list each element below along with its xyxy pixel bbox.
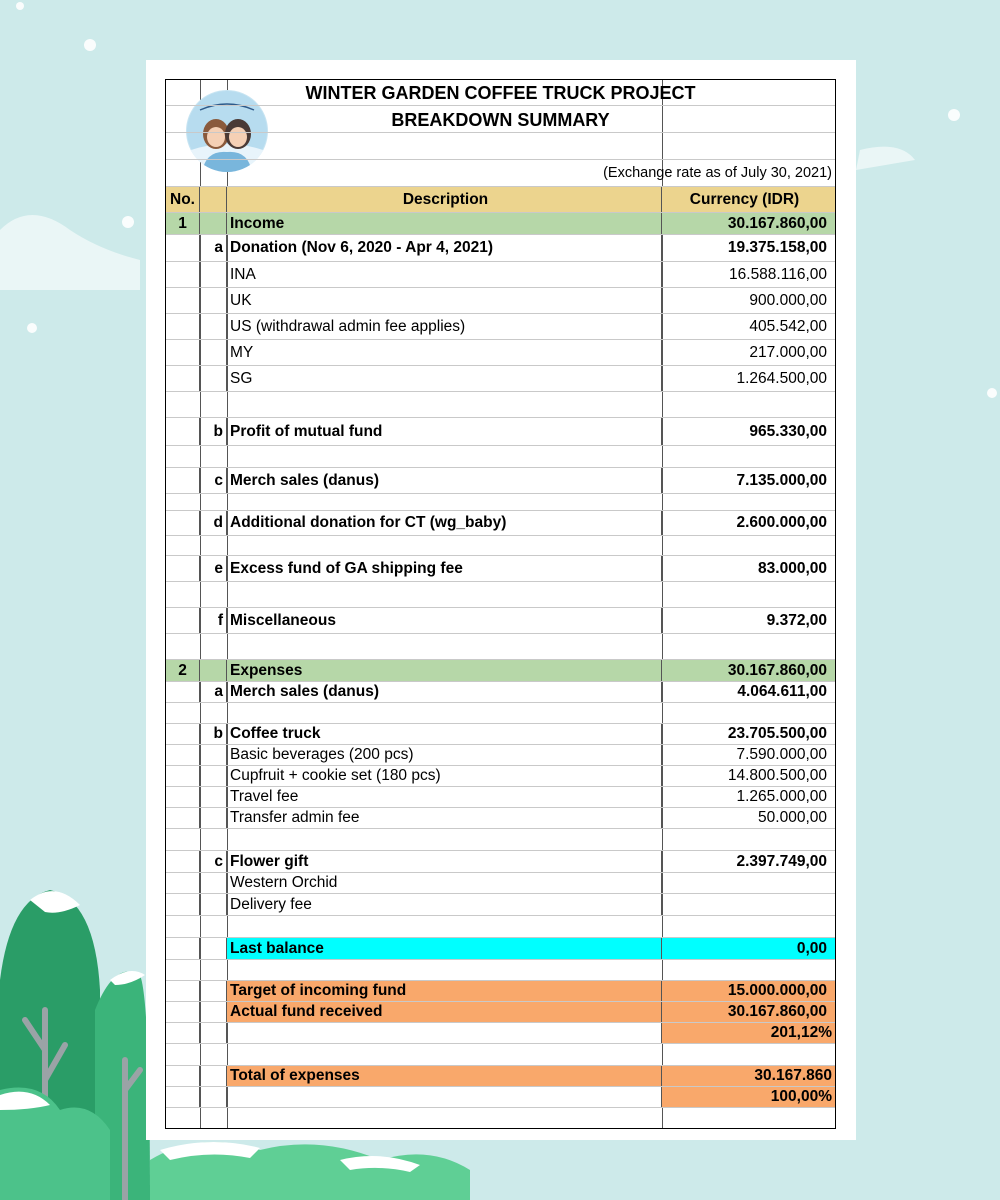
col-currency-header: Currency (IDR) — [689, 190, 800, 208]
item-amount: 1.265.000,00 — [736, 788, 827, 805]
item-letter: a — [200, 235, 227, 261]
list-item — [166, 288, 835, 314]
last-balance-row — [166, 938, 835, 960]
actual-amount: 30.167.860,00 — [662, 1002, 835, 1022]
item-label: Western Orchid — [227, 873, 662, 893]
last-balance-amount: 0,00 — [662, 938, 835, 959]
item-amount: 83.000,00 — [758, 559, 827, 577]
actual-pct-row — [166, 1023, 835, 1044]
blank-row — [166, 703, 835, 724]
income-a-row — [166, 235, 835, 262]
section-label: Expenses — [227, 660, 662, 681]
item-label: INA — [227, 262, 662, 287]
item-letter: f — [200, 608, 227, 633]
exchange-row — [166, 160, 835, 187]
title-row-2 — [166, 106, 835, 133]
item-label: Basic beverages (200 pcs) — [227, 745, 662, 765]
blank-row — [166, 1108, 835, 1128]
item-amount: 1.264.500,00 — [736, 369, 827, 387]
item-letter: e — [200, 556, 227, 581]
item-label: Flower gift — [227, 851, 662, 872]
item-label: Merch sales (danus) — [227, 682, 662, 702]
item-label: Delivery fee — [227, 894, 662, 915]
expenses-a-row — [166, 682, 835, 703]
column-header-row — [166, 187, 835, 213]
item-label: Travel fee — [227, 787, 662, 807]
blank-row — [166, 446, 835, 468]
list-item — [166, 340, 835, 366]
blank-row — [166, 829, 835, 851]
item-amount: 965.330,00 — [749, 422, 827, 440]
list-item — [166, 745, 835, 766]
list-item — [166, 894, 835, 916]
actual-percentage: 201,12% — [662, 1023, 835, 1043]
income-b-row — [166, 418, 835, 446]
total-expenses-percentage: 100,00% — [662, 1087, 835, 1107]
total-expenses-label: Total of expenses — [227, 1066, 662, 1086]
blank-row — [166, 634, 835, 660]
item-amount: 9.372,00 — [766, 611, 827, 629]
total-expenses-row — [166, 1066, 835, 1087]
item-amount: 2.397.749,00 — [736, 852, 827, 870]
blank-row — [166, 392, 835, 418]
list-item — [166, 787, 835, 808]
section-number: 2 — [166, 660, 200, 681]
total-expenses-amount: 30.167.860 — [662, 1066, 835, 1086]
total-pct-row — [166, 1087, 835, 1108]
item-label: Cupfruit + cookie set (180 pcs) — [227, 766, 662, 786]
item-letter: b — [200, 418, 227, 445]
target-label: Target of incoming fund — [227, 981, 662, 1001]
col-description-header: Description — [227, 187, 662, 212]
item-label: Profit of mutual fund — [227, 418, 662, 445]
col-no-header: No. — [166, 187, 200, 212]
income-c-row — [166, 468, 835, 494]
expenses-row — [166, 660, 835, 682]
expenses-c-row — [166, 851, 835, 873]
item-label: Transfer admin fee — [227, 808, 662, 828]
income-e-row — [166, 556, 835, 582]
income-f-row — [166, 608, 835, 634]
list-item — [166, 766, 835, 787]
title-row-1 — [166, 80, 835, 106]
blank-row — [166, 960, 835, 981]
item-label: US (withdrawal admin fee applies) — [227, 314, 662, 339]
item-label: Merch sales (danus) — [227, 468, 662, 493]
item-label: Donation (Nov 6, 2020 - Apr 4, 2021) — [227, 235, 662, 261]
section-number: 1 — [166, 213, 200, 234]
item-letter: b — [200, 724, 227, 744]
item-amount: 405.542,00 — [749, 317, 827, 335]
blank-row — [166, 916, 835, 938]
blank-row — [166, 582, 835, 608]
target-amount: 15.000.000,00 — [662, 981, 835, 1001]
item-amount: 900.000,00 — [749, 291, 827, 309]
item-label: Miscellaneous — [227, 608, 662, 633]
item-amount: 19.375.158,00 — [727, 239, 827, 256]
exchange-rate-note: (Exchange rate as of July 30, 2021) — [603, 165, 832, 181]
blank-row — [166, 536, 835, 556]
list-item — [166, 314, 835, 340]
item-amount: 16.588.116,00 — [729, 265, 827, 283]
list-item — [166, 873, 835, 894]
actual-row — [166, 1002, 835, 1023]
item-amount: 7.135.000,00 — [736, 471, 827, 489]
item-label: Coffee truck — [227, 724, 662, 744]
item-amount: 2.600.000,00 — [736, 514, 827, 531]
blank-row — [166, 133, 835, 160]
list-item — [166, 808, 835, 829]
item-label: MY — [227, 340, 662, 365]
breakdown-sheet — [165, 79, 836, 1129]
item-label: SG — [227, 366, 662, 391]
item-letter: a — [200, 682, 227, 702]
item-label: Additional donation for CT (wg_baby) — [227, 511, 662, 535]
blank-row — [166, 494, 835, 511]
expenses-b-row — [166, 724, 835, 745]
item-amount: 7.590.000,00 — [736, 746, 827, 763]
item-amount: 217.000,00 — [749, 343, 827, 361]
item-amount: 14.800.500,00 — [727, 767, 827, 784]
section-label: Income — [227, 213, 662, 234]
item-label: Excess fund of GA shipping fee — [227, 556, 662, 581]
actual-label: Actual fund received — [227, 1002, 662, 1022]
section-amount: 30.167.860,00 — [727, 214, 827, 232]
target-row — [166, 981, 835, 1002]
item-label: UK — [227, 288, 662, 313]
income-d-row — [166, 511, 835, 536]
section-amount: 30.167.860,00 — [727, 661, 827, 679]
item-letter: c — [200, 851, 227, 872]
item-letter: c — [200, 468, 227, 493]
income-row — [166, 213, 835, 235]
item-amount: 23.705.500,00 — [727, 725, 827, 742]
document-title: WINTER GARDEN COFFEE TRUCK PROJECT — [305, 83, 696, 103]
list-item — [166, 262, 835, 288]
document-subtitle: BREAKDOWN SUMMARY — [391, 110, 610, 130]
list-item — [166, 366, 835, 392]
item-amount: 50.000,00 — [758, 809, 827, 826]
item-amount: 4.064.611,00 — [737, 683, 827, 700]
blank-row — [166, 1044, 835, 1066]
last-balance-label: Last balance — [227, 938, 662, 959]
item-letter: d — [200, 511, 227, 535]
